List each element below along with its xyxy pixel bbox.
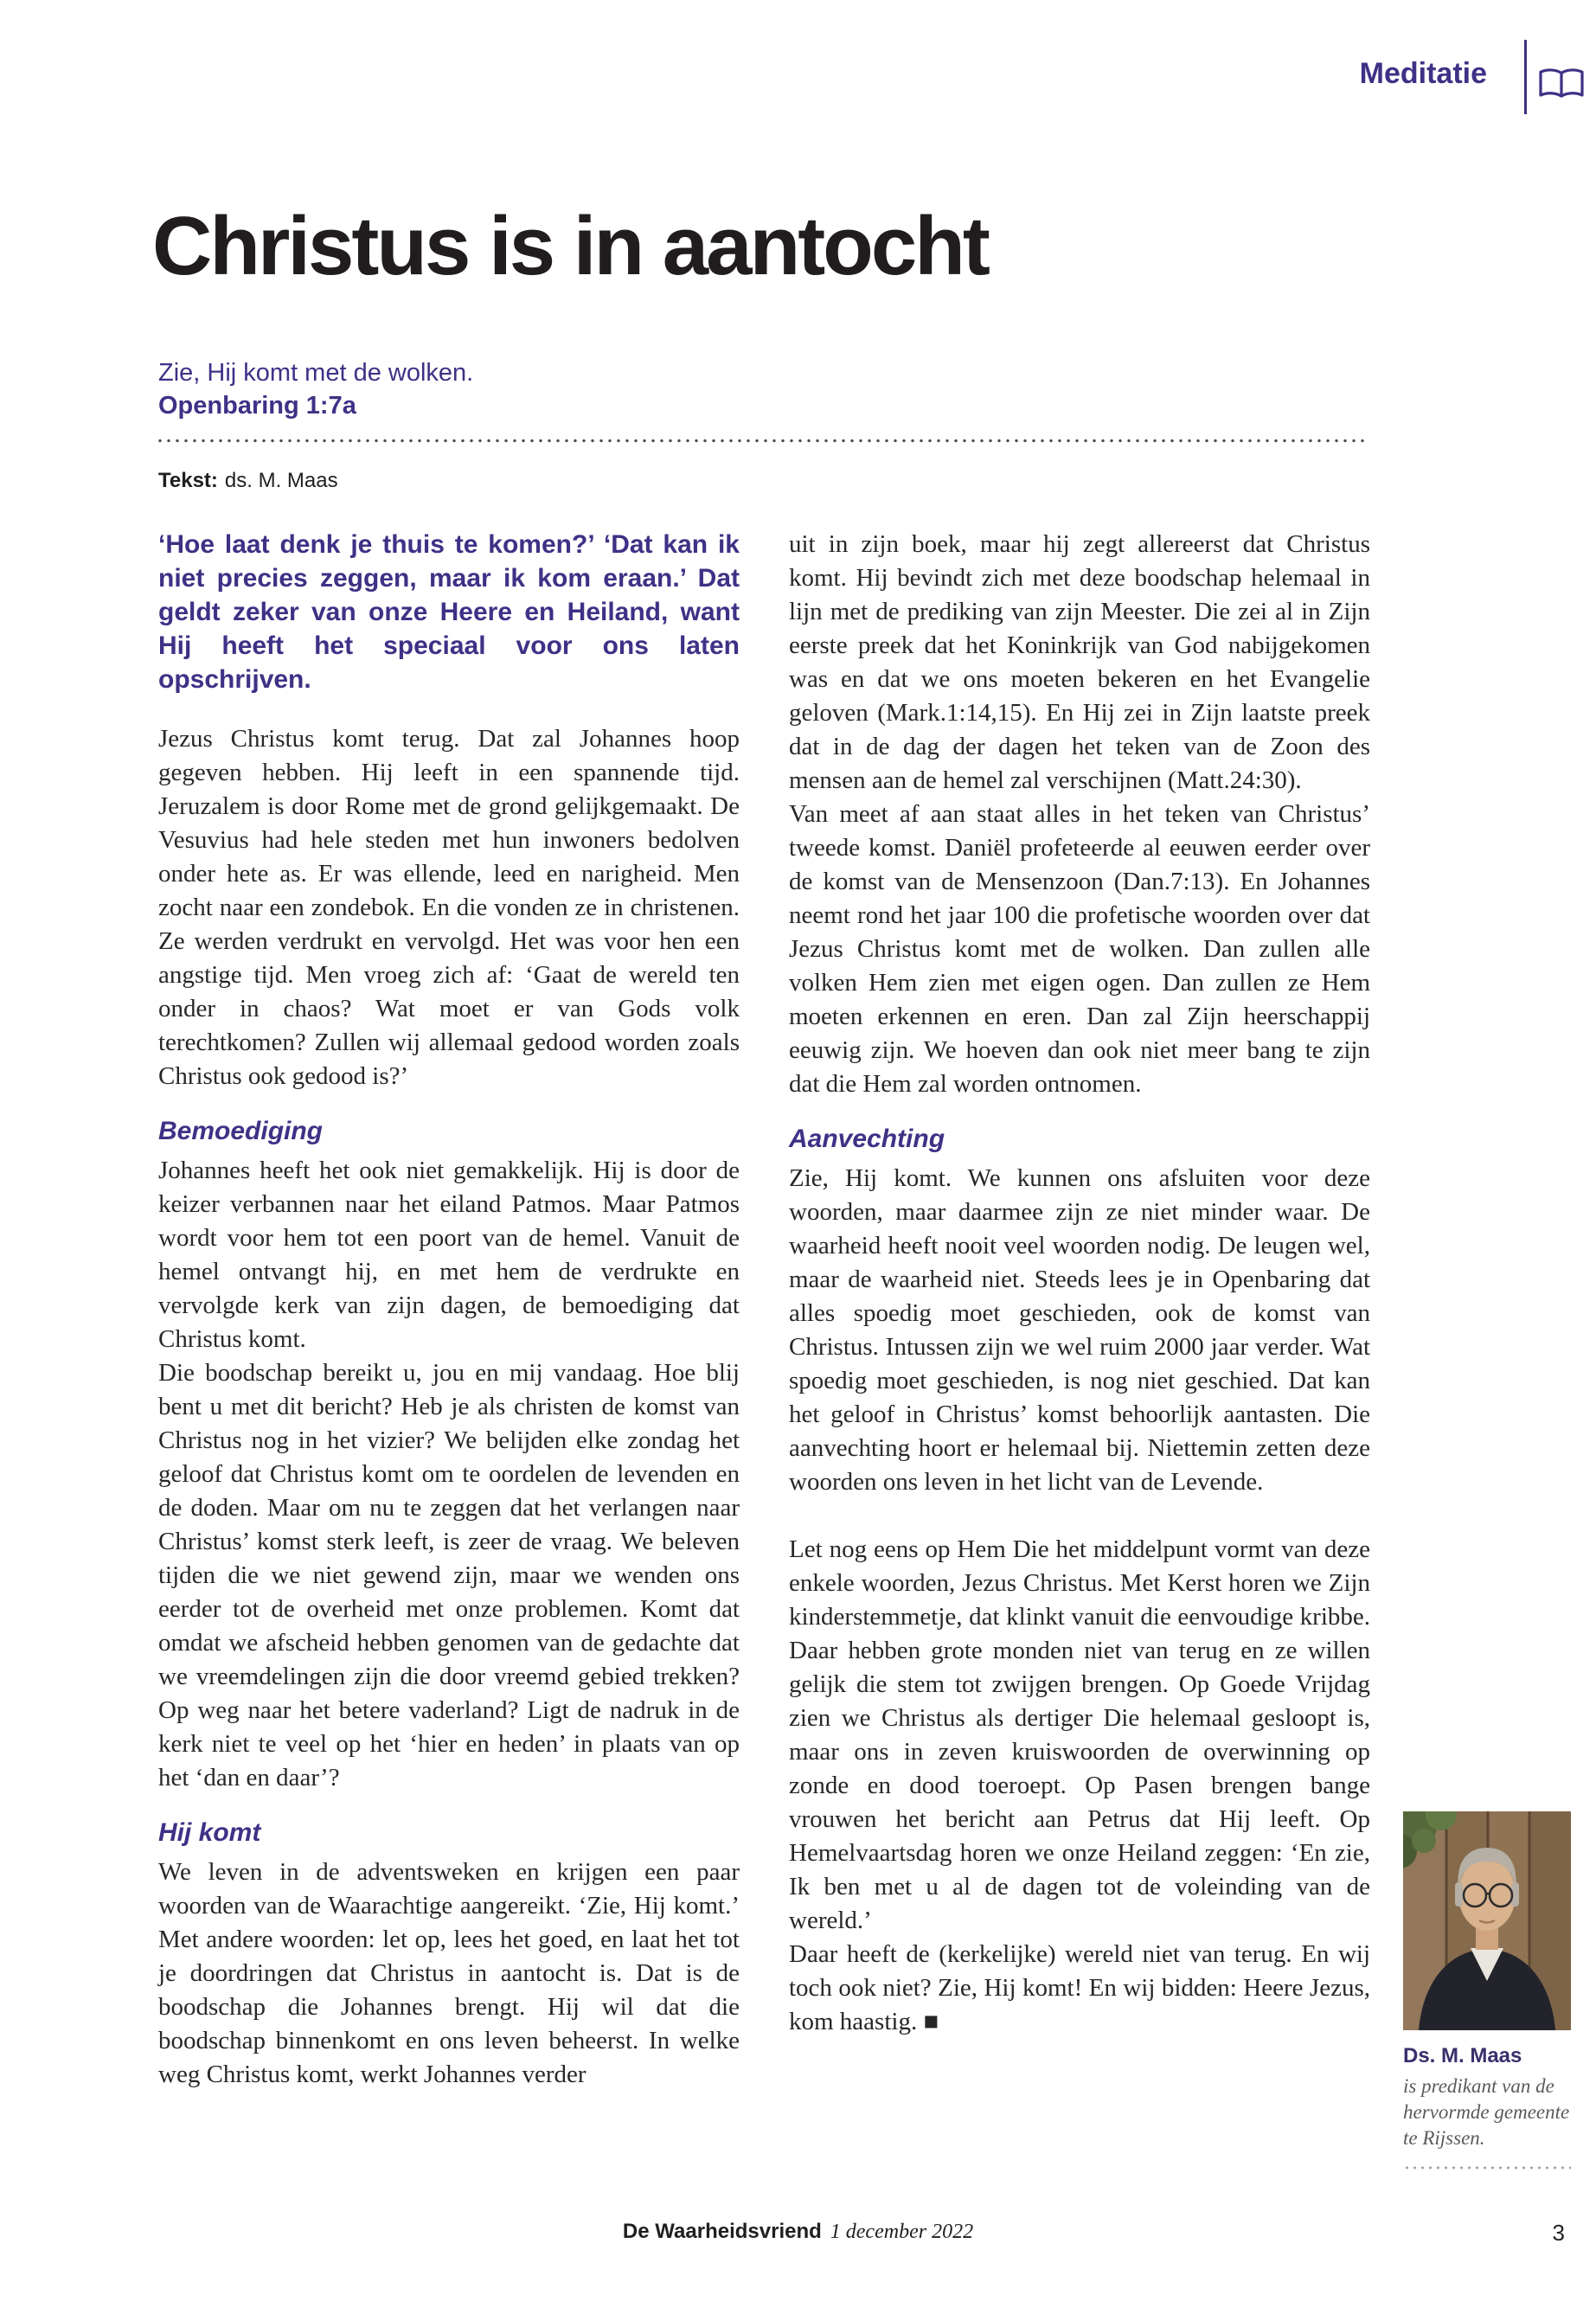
article-column-left — [158, 528, 740, 2092]
author-box — [1403, 1811, 1571, 2170]
scripture-quote: Zie, Hij komt met de wolken. — [158, 359, 474, 387]
scripture-block — [158, 356, 473, 422]
article-title: Christus is in aantocht — [152, 200, 988, 292]
header-divider — [1524, 40, 1527, 114]
open-book-icon — [1537, 67, 1586, 100]
dotted-separator-caption — [1403, 2165, 1571, 2170]
paragraph: Die boodschap bereikt u, jou en mij vandaag. Hoe blij bent u met dit bericht? Heb je als christen de komst van Christus nog in het vizier? We belijden elke zondag het geloof dat Christus komt om te oordelen de levenden en de doden. Maar om nu te zeggen dat het verlangen naar Christus’ komst sterk leeft, is zeer de vraag. We beleven tijden die we niet gewend zijn, maar we wenden ons eerder tot de overheid met onze problemen. Komt dat omdat we afscheid hebben genomen van de gedachte dat we vreemdelingen zijn die door vreemd gebied trekken? Op weg naar het betere vaderland? Ligt de nadruk in de kerk niet te veel op het ‘hier en heden’ in plaats van op het ‘dan en daar’? — [158, 1359, 740, 1791]
page-number: 3 — [1552, 2220, 1565, 2246]
dotted-separator-top — [156, 438, 1368, 444]
article-intro: ‘Hoe laat denk je thuis te komen?’ ‘Dat kan ik niet precies zeggen, maar ik kom eraan.’ Dat geldt zeker van onze Heere en Heiland, want Hij heeft het speciaal voor ons laten opschrijven. — [158, 530, 740, 694]
section-label: Meditatie — [1359, 57, 1487, 90]
byline-label: Tekst: — [158, 469, 218, 492]
paragraph: We leven in de adventsweken en krijgen een paar woorden van de Waarachtige aangereikt. ‘Zie, Hij komt.’ Met andere woorden: let op, lees het goed, en laat het tot je doordringen dat Christus in aantocht is. Dat is de boodschap die Johannes brengt. Hij wil dat die boodschap binnenkomt en ons leven beheerst. In welke weg Christus komt, werkt Johannes verder — [158, 1858, 740, 2088]
paragraph: Johannes heeft het ook niet gemakkelijk. Hij is door de keizer verbannen naar het eiland Patmos. Maar Patmos wordt voor hem tot een poort van de hemel. Vanuit de hemel ontvangt hij, en met hem de verdrukte en vervolgde kerk van zijn dagen, de bemoediging dat Christus komt. — [158, 1157, 740, 1353]
paragraph: Zie, Hij komt. We kunnen ons afsluiten voor deze woorden, maar daarmee zijn ze niet minder waar. De waarheid heeft nooit veel woorden nodig. De leugen wel, maar de waarheid niet. Steeds lees je in Openbaring dat alles spoedig moet geschieden, ook de komst van Christus. Intussen zijn we wel ruim 2000 jaar verder. Wat spoedig moet geschieden, is nog niet geschied. Dat kan het geloof in Christus’ komst behoorlijk aantasten. Die aanvechting hoort er helemaal bij. Niettemin zetten deze woorden ons leven in het licht van de Levende. — [789, 1164, 1370, 1496]
subheading-bemoediging: Bemoediging — [158, 1117, 324, 1145]
magazine-name: De Waarheidsvriend — [622, 2220, 822, 2243]
author-bio: is predikant van de hervormde gemeente te Rijssen. — [1403, 2075, 1570, 2149]
byline-author: ds. M. Maas — [224, 469, 338, 492]
subheading-aanvechting: Aanvechting — [789, 1125, 945, 1153]
paragraph: Jezus Christus komt terug. Dat zal Johannes hoop gegeven hebben. Hij leeft in een spannende tijd. Jeruzalem is door Rome met de grond gelijkgemaakt. De Vesuvius had hele steden met hun inwoners bedolven onder hete as. Er was ellende, leed en narigheid. Men zocht naar een zondebok. En die vonden ze in christenen. Ze werden verdrukt en vervolgd. Het was voor hen een angstige tijd. Men vroeg zich af: ‘Gaat de wereld ten onder in chaos? Wat moet er van Gods volk terechtkomen? Zullen wij allemaal gedood worden zoals Christus ook gedood is?’ — [158, 725, 740, 1090]
paragraph: Van meet af aan staat alles in het teken van Christus’ tweede komst. Daniël profeteerde al eeuwen eerder over de komst van de Mensenzoon (Dan.7:13). En Johannes neemt rond het jaar 100 die profetische woorden over dat Jezus Christus komt met de wolken. Dan zullen alle volken Hem zien met eigen ogen. Dan zullen ze Hem moeten erkennen en eren. Dan zal Zijn heerschappij eeuwig zijn. We hoeven dan ook niet meer bang te zijn dat die Hem zal worden ontnomen. — [789, 800, 1370, 1098]
byline — [158, 469, 338, 493]
paragraph-closing: Daar heeft de (kerkelijke) wereld niet van terug. En wij toch ook niet? Zie, Hij komt! En wij bidden: Heere Jezus, kom haastig. ■ — [789, 1940, 1370, 2035]
author-name: Ds. M. Maas — [1403, 2044, 1522, 2067]
issue-date: 1 december 2022 — [830, 2221, 974, 2243]
paragraph: Let nog eens op Hem Die het middelpunt vormt van deze enkele woorden, Jezus Christus. Met Kerst horen we Zijn kinderstemmetje, dat klinkt vanuit die eenvoudige kribbe. Daar hebben grote monden niet van terug en ze willen gelijk die stem tot zwijgen brengen. Op Goede Vrijdag zien we Christus als dertiger Die helemaal gesloopt is, maar ons in zeven kruiswoorden de overwinning op zonde en dood toeroept. Op Pasen brengen bange vrouwen het bericht aan Petrus dat Hij leeft. Op Hemelvaartsdag horen we onze Heiland zeggen: ‘En zie, Ik ben met u al de dagen tot de voleinding van de wereld.’ — [789, 1535, 1370, 1934]
author-photo — [1403, 1811, 1571, 2030]
page-footer — [0, 2220, 1596, 2244]
paragraph: uit in zijn boek, maar hij zegt allereerst dat Christus komt. Hij bevindt zich met deze boodschap helemaal in lijn met de prediking van zijn Meester. Die zei al in Zijn eerste preek dat het Koninkrijk van God nabijgekomen was en dat we ons moeten bekeren en het Evangelie geloven (Mark.1:14,15). En Hij zei in Zijn laatste preek dat in de dag der dagen het teken van de Zoon des mensen aan de hemel zal verschijnen (Matt.24:30). — [789, 530, 1370, 794]
article-column-right — [789, 528, 1370, 2039]
subheading-hij-komt: Hij komt — [158, 1818, 261, 1847]
scripture-reference: Openbaring 1:7a — [158, 392, 356, 420]
